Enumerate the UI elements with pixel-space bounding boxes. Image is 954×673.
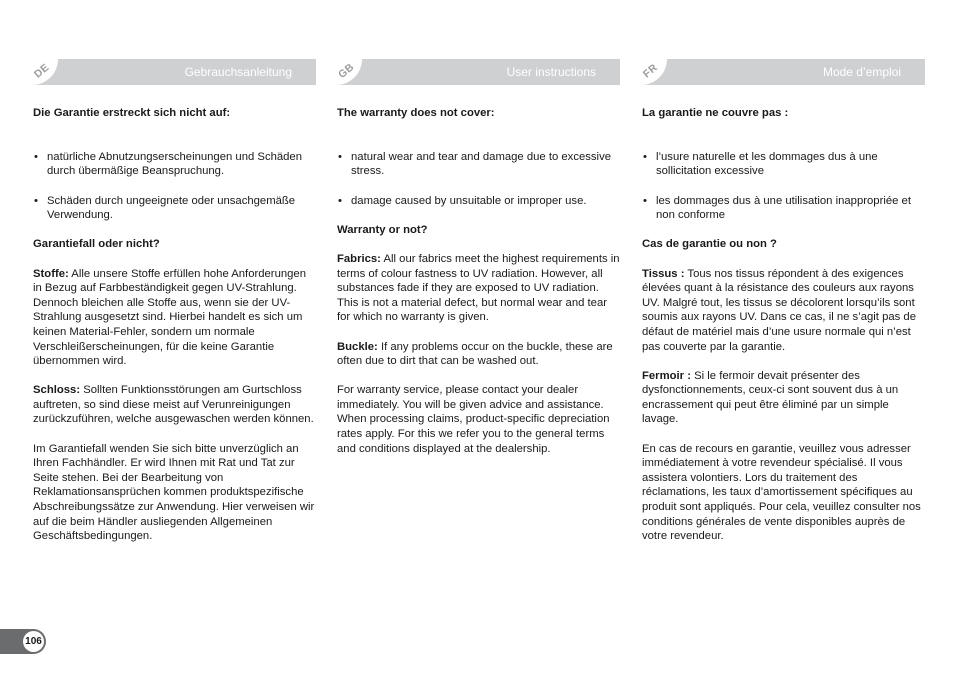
bullet-dot: • bbox=[643, 194, 647, 207]
bullet-dot: • bbox=[34, 194, 38, 207]
bullet-item bbox=[642, 150, 925, 179]
language-tab bbox=[639, 59, 667, 85]
warranty-heading: La garantie ne couvre pas : bbox=[642, 107, 789, 119]
buckle-paragraph bbox=[337, 340, 620, 369]
bullet-text: les dommages dus à une utilisation inappropriée et non conforme bbox=[656, 194, 911, 222]
buckle-label: Buckle: bbox=[337, 340, 378, 353]
bullet-item bbox=[33, 150, 316, 179]
column-content bbox=[337, 85, 620, 456]
bullet-text: natural wear and tear and damage due to excessive stress. bbox=[351, 150, 611, 178]
bullet-dot: • bbox=[34, 150, 38, 163]
buckle-paragraph bbox=[33, 383, 316, 427]
language-header-bar bbox=[30, 59, 316, 85]
page-number: 106 bbox=[23, 631, 44, 652]
warranty-heading: The warranty does not cover: bbox=[337, 107, 495, 119]
fabrics-text: Alle unsere Stoffe erfüllen hohe Anforderungen in Bezug auf Farbbeständigkeit gegen UV-Strahlung. Dennoch bleichen alle Stoffe aus, wenn sie der UV-Strahlung ausgesetzt sind. Hierbei handelt es sich um keinen Material-Fehler, sondern um normale Verschleißerscheinungen, für die keine Garantie übernommen wird. bbox=[33, 267, 306, 368]
column-content bbox=[33, 85, 316, 544]
buckle-paragraph bbox=[642, 369, 925, 427]
service-paragraph: For warranty service, please contact your dealer immediately. You will be given advice and assistance. When processing claims, product-specific depreciation rates apply. For this we refer you to the general terms and conditions displayed at the dealership. bbox=[337, 384, 610, 455]
section-title: Gebrauchsanleitung bbox=[184, 65, 292, 79]
bullet-item bbox=[337, 150, 620, 179]
buckle-text: Si le fermoir devait présenter des dysfonctionnements, ceux-ci sont souvent dus à un encrassement qui peut être éliminé par un simple lavage. bbox=[642, 369, 899, 426]
column-content bbox=[642, 85, 925, 544]
language-code: FR bbox=[640, 61, 661, 81]
fabrics-label: Tissus : bbox=[642, 267, 685, 280]
language-header-bar bbox=[334, 59, 620, 85]
column-english bbox=[337, 59, 620, 456]
language-code: GB bbox=[336, 61, 357, 81]
fabrics-paragraph bbox=[33, 267, 316, 369]
warranty-subheading: Garantiefall oder nicht? bbox=[33, 238, 160, 251]
section-title: Mode d’emploi bbox=[822, 65, 901, 79]
bullet-item bbox=[642, 194, 925, 223]
column-german bbox=[33, 59, 316, 544]
language-header-bar bbox=[639, 59, 925, 85]
service-paragraph: En cas de recours en garantie, veuillez vous adresser immédiatement à votre revendeur spécialisé. Il vous assistera volontiers. Lors du traitement des réclamations, les taux d’amortissement spécifiques au produit sont appliqués. Pour cela, veuillez consulter nos conditions générales de vente disponibles auprès de votre revendeur. bbox=[642, 442, 921, 543]
fabrics-text: All our fabrics meet the highest requirements in terms of colour fastness to UV radiation. However, all substances fade if they are exposed to UV radiation. This is not a material defect, but normal wear and tear for which no warranty is given. bbox=[337, 252, 620, 324]
fabrics-text: Tous nos tissus répondent à des exigences élevées quant à la résistance des couleurs aux rayons UV. Malgré tout, les tissus se décolorent lorsqu’ils sont soumis aux rayons UV. Dans ce cas, il ne s’agit pas de défaut de matériel mais d’une usure normale qui n’est pas couverte par la garantie. bbox=[642, 267, 916, 353]
bullet-dot: • bbox=[643, 150, 647, 163]
buckle-text: Sollten Funktionsstörungen am Gurtschloss auftreten, so sind diese meist auf Verunreinigungen zurückzuführen, welche ausgewaschen werden können. bbox=[33, 384, 314, 426]
fabrics-paragraph bbox=[642, 267, 925, 355]
bullet-text: damage caused by unsuitable or improper use. bbox=[351, 194, 587, 207]
section-title: User instructions bbox=[506, 65, 596, 79]
bullet-text: Schäden durch ungeeignete oder unsachgemäße Verwendung. bbox=[47, 194, 296, 222]
bullet-dot: • bbox=[338, 150, 342, 163]
language-code: DE bbox=[31, 61, 52, 81]
bullet-item bbox=[33, 194, 316, 223]
warranty-subheading: Warranty or not? bbox=[337, 223, 428, 236]
fabrics-label: Fabrics: bbox=[337, 252, 381, 265]
service-paragraph: Im Garantiefall wenden Sie sich bitte unverzüglich an Ihren Fachhändler. Er wird Ihnen mit Rat und Tat zur Seite stehen. Bei der Bearbeitung von Reklamationsansprüchen kommen produktspezifische Abschreibungssätze zur Anwendung. Hier verweisen wir auf die beim Händler ausliegenden Allgemeinen Geschäftsbedingungen. bbox=[33, 442, 315, 543]
fabrics-paragraph bbox=[337, 252, 620, 325]
page-number-tab bbox=[0, 629, 46, 654]
bullet-text: l’usure naturelle et les dommages dus à une sollicitation excessive bbox=[656, 150, 878, 178]
bullet-item bbox=[337, 194, 620, 209]
bullet-text: natürliche Abnutzungserscheinungen und Schäden durch übermäßige Beanspruchung. bbox=[47, 150, 303, 178]
language-tab bbox=[334, 59, 362, 85]
buckle-text: If any problems occur on the buckle, these are often due to dirt that can be washed out. bbox=[337, 340, 613, 368]
buckle-label: Schloss: bbox=[33, 384, 81, 397]
bullet-dot: • bbox=[338, 194, 342, 207]
fabrics-label: Stoffe: bbox=[33, 267, 69, 280]
column-french bbox=[642, 59, 925, 544]
warranty-heading: Die Garantie erstreckt sich nicht auf: bbox=[33, 107, 231, 119]
warranty-subheading: Cas de garantie ou non ? bbox=[642, 238, 777, 251]
language-tab bbox=[30, 59, 58, 85]
buckle-label: Fermoir : bbox=[642, 369, 691, 382]
